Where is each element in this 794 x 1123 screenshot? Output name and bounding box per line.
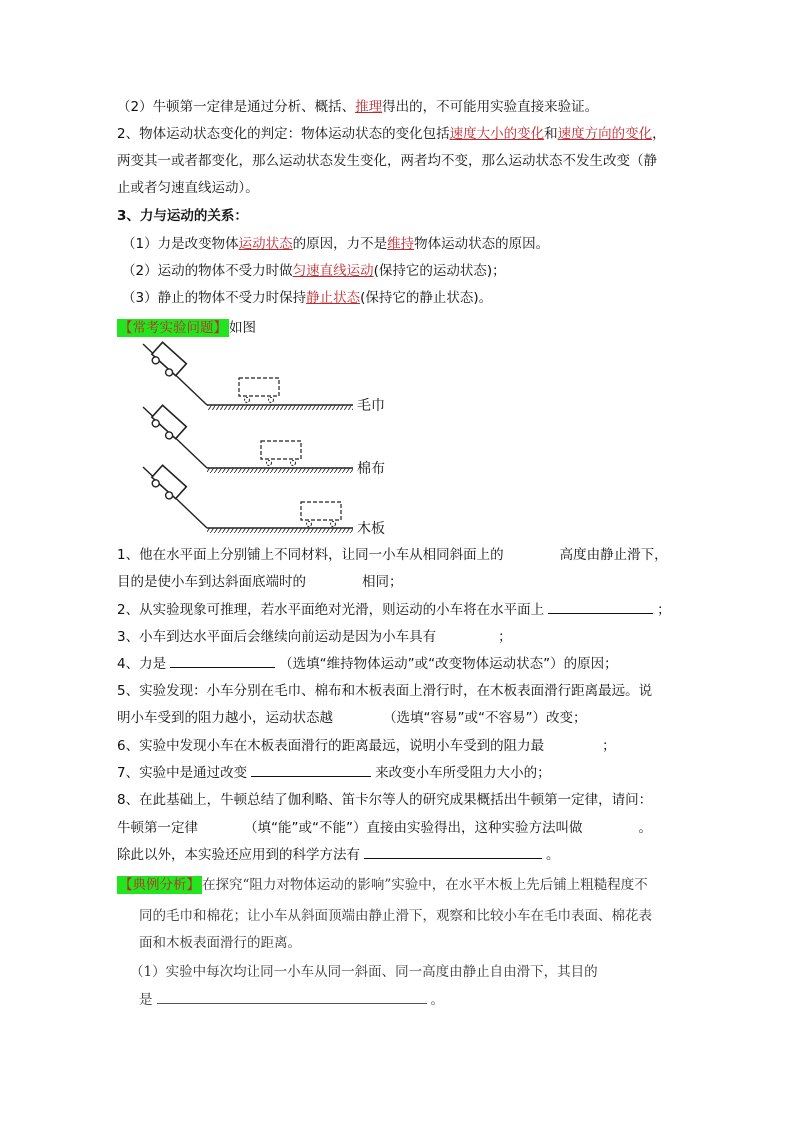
text: 4、力是 <box>117 656 167 672</box>
question-1-cont <box>117 573 403 591</box>
inclined-plane-figure <box>135 340 405 540</box>
experiment-tag: 【常考实验问题】 <box>119 320 227 336</box>
answer-text: 速度大小的变化 <box>449 126 545 142</box>
line-force-2 <box>122 262 506 280</box>
section-heading-force-motion: 3、力与运动的关系： <box>117 208 248 224</box>
text: 2、物体运动状态变化的判定：物体运动状态的变化包括 <box>117 126 450 142</box>
question-7 <box>117 764 551 782</box>
text: （3）静止的物体不受力时保持 <box>122 290 307 306</box>
line-experiment-tag <box>117 319 256 337</box>
line-motion-state-cont: 两变其一或者都变化，那么运动状态发生变化，两者均不变，那么运动状态不发生改变（静 <box>117 153 657 169</box>
text: 如图 <box>229 320 256 336</box>
text: 。 <box>638 820 652 836</box>
cart-icon <box>148 465 186 502</box>
answer-text: 运动状态 <box>238 236 293 252</box>
text: （1）力是改变物体 <box>122 236 239 252</box>
text: (保持它的静止状态)。 <box>360 290 493 306</box>
question-5: 5、实验发现：小车分别在毛巾、棉布和木板表面上滑行时，在木板表面滑行距离最远。说 <box>117 683 653 699</box>
text: 目的是使小车到达斜面底端时的 <box>117 574 306 590</box>
answer-text: 速度方向的变化 <box>557 126 653 142</box>
ramp-wood <box>143 465 353 533</box>
label-towel: 毛巾 <box>357 398 385 414</box>
question-6 <box>117 737 616 755</box>
text: 7、实验中是通过改变 <box>117 765 248 781</box>
question-5-cont <box>117 709 586 727</box>
example-line-1 <box>117 876 648 894</box>
question-8-cont <box>117 819 652 837</box>
text: 。 <box>430 992 444 1008</box>
text: ； <box>498 629 512 645</box>
question-3 <box>117 628 512 646</box>
answer-blank[interactable] <box>251 764 371 777</box>
answer-text: 静止状态 <box>306 290 361 306</box>
question-1 <box>117 546 668 564</box>
text: 除此以外，本实验还应用到的科学方法有 <box>117 847 360 863</box>
text: 的原因，力不是 <box>292 236 388 252</box>
text: ； <box>602 738 616 754</box>
text: 1、他在水平面上分别铺上不同材料，让同一小车从相同斜面上的 <box>117 547 504 563</box>
line-newton-law-2 <box>117 98 598 116</box>
example-line-3: 面和木板表面滑行的距离。 <box>139 935 301 951</box>
text: 6、实验中发现小车在木板表面滑行的距离最远，说明小车受到的阻力最 <box>117 738 545 754</box>
text: 来改变小车所受阻力大小的； <box>375 765 551 781</box>
cart-dashed-icon <box>261 441 301 459</box>
cart-dashed-icon <box>301 502 341 520</box>
question-8-end <box>117 846 560 864</box>
text: 明小车受到的阻力越小，运动状态越 <box>117 710 333 726</box>
text: ； <box>657 602 671 618</box>
question-2 <box>117 601 671 619</box>
text: 物体运动状态的原因。 <box>414 236 550 252</box>
cart-icon <box>148 342 186 379</box>
line-motion-state <box>117 125 666 143</box>
text: 2、从实验现象可推理，若水平面绝对光滑，则运动的小车将在水平面上 <box>117 602 545 618</box>
answer-blank[interactable] <box>548 601 653 614</box>
text: 和 <box>544 126 558 142</box>
text: （2）运动的物体不受力时做 <box>122 263 293 279</box>
line-force-3 <box>122 289 492 307</box>
answer-text: 推理 <box>355 99 383 115</box>
question-8: 8、在此基础上，牛顿总结了伽利略、笛卡尔等人的研究成果概括出牛顿第一定律，请问： <box>117 792 653 808</box>
example-tag: 【典例分析】 <box>119 877 200 893</box>
ramp-towel <box>143 342 353 410</box>
cart-dashed-icon <box>239 378 279 396</box>
text: (保持它的运动状态)； <box>373 263 506 279</box>
answer-blank[interactable] <box>170 655 275 668</box>
line-motion-state-end: 止或者匀速直线运动）。 <box>117 180 259 196</box>
text: 在探究“阻力对物体运动的影响”实验中，在水平木板上先后铺上粗糙程度不 <box>202 877 648 893</box>
text: 。 <box>546 847 560 863</box>
example-line-2: 同的毛巾和棉花；让小车从斜面顶端由静止滑下，观察和比较小车在毛巾表面、棉花表 <box>139 908 652 924</box>
answer-text: 维持 <box>387 236 415 252</box>
text: 高度由静止滑下， <box>559 547 668 563</box>
text: 得出的，不可能用实验直接来验证。 <box>382 99 599 115</box>
text: （选填“维持物体运动”或“改变物体运动状态”）的原因； <box>279 656 618 672</box>
answer-text: 匀速直线运动 <box>292 263 374 279</box>
text: 相同； <box>362 574 403 590</box>
label-cotton: 棉布 <box>357 461 385 477</box>
text: ， <box>652 126 666 142</box>
answer-blank[interactable] <box>364 846 542 859</box>
cart-icon <box>148 405 186 442</box>
answer-blank[interactable] <box>157 991 427 1004</box>
question-4 <box>117 655 618 673</box>
text: （2）牛顿第一定律是通过分析、概括、 <box>117 99 356 115</box>
text: （选填“容易”或“不容易”）改变； <box>383 710 587 726</box>
text: 是 <box>139 992 153 1008</box>
example-line-5 <box>139 991 444 1009</box>
label-wood: 木板 <box>357 521 385 537</box>
text: （填“能”或“不能”）直接由实验得出，这种实验方法叫做 <box>244 820 583 836</box>
example-line-4: （1）实验中每次均让同一小车从同一斜面、同一高度由静止自由滑下，其目的 <box>130 964 598 980</box>
text: 牛顿第一定律 <box>117 820 198 836</box>
ramp-cotton <box>143 405 353 473</box>
text: 3、小车到达水平面后会继续向前运动是因为小车具有 <box>117 629 437 645</box>
line-force-1 <box>122 235 549 253</box>
